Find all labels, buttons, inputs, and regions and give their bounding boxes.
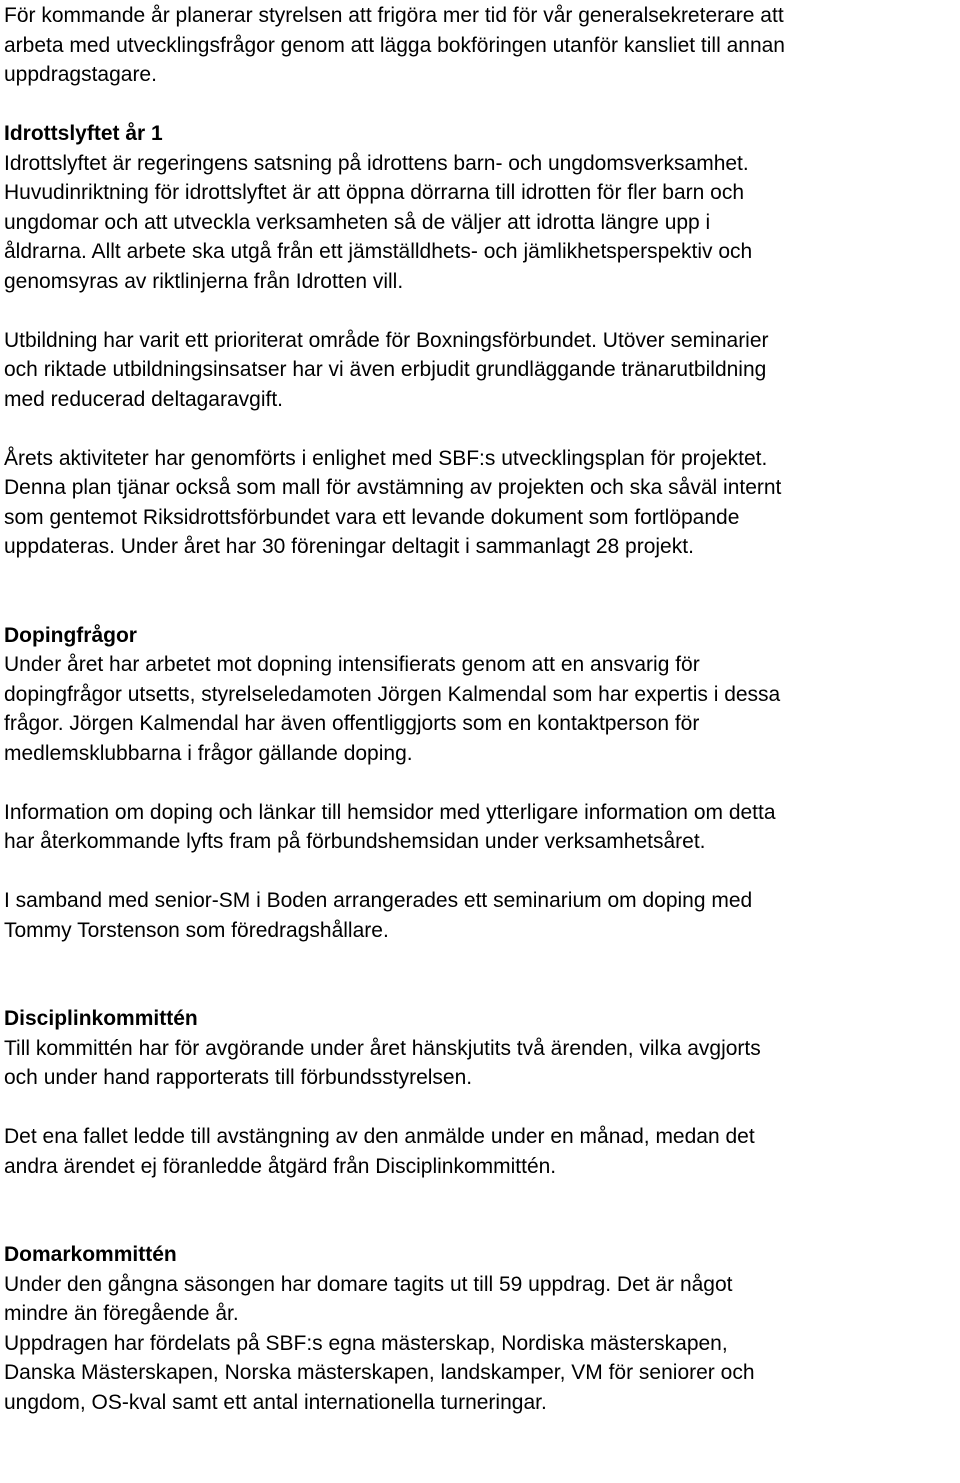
section-heading: Idrottslyftet år 1 <box>4 122 163 145</box>
text-line: Till kommittén har för avgörande under året hänskjutits två ärenden, vilka avgjorts <box>4 1036 761 1060</box>
text-line: och riktade utbildningsinsatser har vi även erbjudit grundläggande tränarutbildning <box>4 358 767 381</box>
text-line: Idrottslyftet är regeringens satsning på idrottens barn- och ungdomsverksamhet. <box>4 151 749 175</box>
spacer <box>4 857 960 887</box>
idrottslyftet-heading-block <box>4 119 960 178</box>
disciplin-section <box>4 1004 960 1093</box>
spacer <box>4 90 960 120</box>
text-line: med reducerad deltagaravgift. <box>4 387 283 411</box>
doping-section <box>4 621 960 769</box>
text-line: Årets aktiviteter har genomförts i enlighet med SBF:s utvecklingsplan för projektet. <box>4 446 768 470</box>
text-line: Danska Mästerskapen, Norska mästerskapen, landskamper, VM för seniorer och <box>4 1361 755 1384</box>
text-line: dopingfrågor utsetts, styrelseledamoten Jörgen Kalmendal som har expertis i dessa <box>4 682 781 706</box>
text-line: uppdragstagare. <box>4 63 157 86</box>
idrottslyftet-paragraph-2 <box>4 178 960 296</box>
text-line: I samband med senior-SM i Boden arrangerades ett seminarium om doping med <box>4 889 753 912</box>
idrottslyftet-paragraph-4 <box>4 444 960 562</box>
spacer <box>4 945 960 1004</box>
text-line: ungdom, OS-kval samt ett antal internationella turneringar. <box>4 1390 547 1414</box>
text-line: Tommy Torstenson som föredragshållare. <box>4 918 389 942</box>
spacer <box>4 768 960 798</box>
text-line: mindre än föregående år. <box>4 1302 239 1325</box>
spacer <box>4 296 960 326</box>
spacer <box>4 414 960 444</box>
text-line: Denna plan tjänar också som mall för avstämning av projekten och ska såväl internt <box>4 476 782 499</box>
spacer <box>4 1093 960 1123</box>
section-heading: Domarkommittén <box>4 1243 177 1266</box>
text-line: uppdateras. Under året har 30 föreningar deltagit i sammanlagt 28 projekt. <box>4 535 694 558</box>
section-heading: Dopingfrågor <box>4 623 137 647</box>
text-line: Utbildning har varit ett prioriterat område för Boxningsförbundet. Utöver seminarier <box>4 328 769 352</box>
text-line: arbeta med utvecklingsfrågor genom att lägga bokföringen utanför kansliet till annan <box>4 33 785 57</box>
text-line: Huvudinriktning för idrottslyftet är att öppna dörrarna till idrotten för fler barn och <box>4 181 745 204</box>
text-line: Uppdragen har fördelats på SBF:s egna mästerskap, Nordiska mästerskapen, <box>4 1331 728 1355</box>
text-line: andra ärendet ej föranledde åtgärd från Disciplinkommittén. <box>4 1154 557 1178</box>
text-line: Det ena fallet ledde till avstängning av den anmälde under en månad, medan det <box>4 1125 755 1148</box>
spacer <box>4 1181 960 1240</box>
text-line: medlemsklubbarna i frågor gällande doping. <box>4 741 413 765</box>
text-line: frågor. Jörgen Kalmendal har även offentliggjorts som en kontaktperson för <box>4 712 700 735</box>
text-line: och under hand rapporterats till förbundsstyrelsen. <box>4 1066 473 1089</box>
doping-paragraph-2 <box>4 798 960 857</box>
domare-section <box>4 1240 960 1417</box>
text-line: genomsyras av riktlinjerna från Idrotten vill. <box>4 269 404 293</box>
text-line: har återkommande lyfts fram på förbundshemsidan under verksamhetsåret. <box>4 830 706 853</box>
document-page <box>4 1 960 1417</box>
text-line: som gentemot Riksidrottsförbundet vara ett levande dokument som fortlöpande <box>4 505 740 529</box>
text-line: För kommande år planerar styrelsen att frigöra mer tid för vår generalsekreterare att <box>4 4 784 27</box>
section-heading: Disciplinkommittén <box>4 1007 198 1030</box>
idrottslyftet-paragraph-3 <box>4 326 960 415</box>
disciplin-paragraph-2 <box>4 1122 960 1181</box>
text-line: ungdomar och att utveckla verksamheten så de väljer att idrotta längre upp i <box>4 210 711 234</box>
spacer <box>4 562 960 621</box>
doping-paragraph-3 <box>4 886 960 945</box>
text-line: Information om doping och länkar till hemsidor med ytterligare information om detta <box>4 800 776 824</box>
text-line: åldrarna. Allt arbete ska utgå från ett jämställdhets- och jämlikhetsperspektiv och <box>4 240 753 263</box>
text-line: Under året har arbetet mot dopning intensifierats genom att en ansvarig för <box>4 653 700 676</box>
intro-paragraph <box>4 1 960 90</box>
text-line: Under den gångna säsongen har domare tagits ut till 59 uppdrag. Det är något <box>4 1272 733 1296</box>
